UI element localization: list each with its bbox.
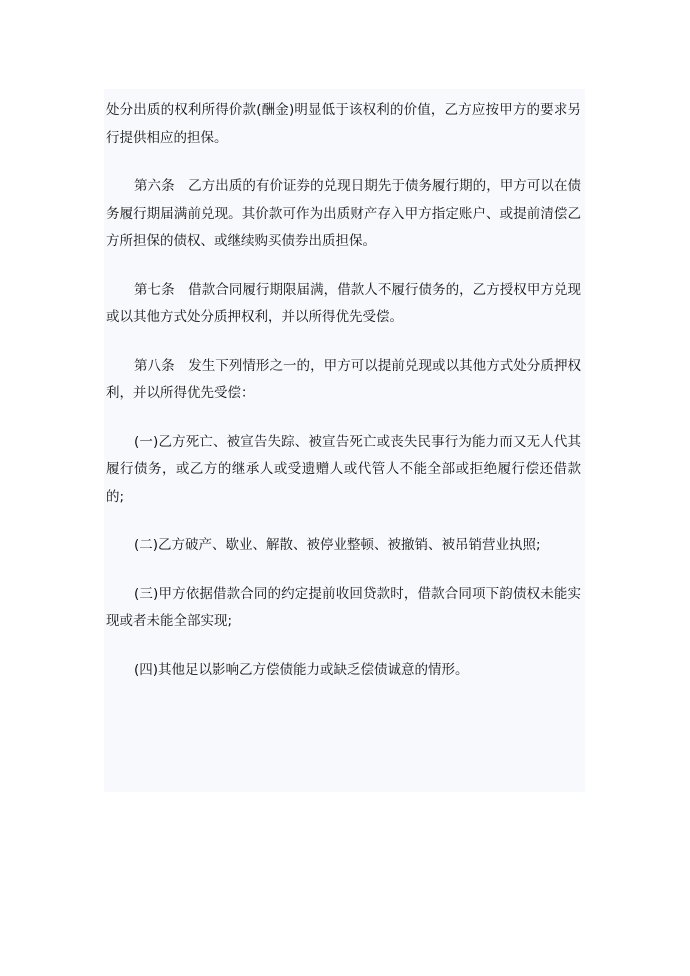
paragraph-gap [106, 511, 581, 532]
paragraph-gap [106, 408, 581, 429]
paragraph-item-2: (二)乙方破产、歇业、解散、被停业整顿、被撤销、被吊销营业执照; [134, 537, 541, 553]
paragraph-gap [106, 636, 581, 657]
paragraph-continuation: 处分出质的权利所得价款(酬金)明显低于该权利的价值，乙方应按甲方的要求另行提供相应的担保。 [106, 102, 581, 146]
paragraph-article-6: 第六条 乙方出质的有价证券的兑现日期先于债务履行期的，甲方可以在债务履行期届满前兑现。其价款可作为出质财产存入甲方指定账户、或提前清偿乙方所担保的债权、或继续购买债券出质担保。 [106, 178, 581, 249]
paragraph-item-4: (四)其他足以影响乙方偿债能力或缺乏偿债诚意的情形。 [134, 661, 469, 678]
paragraph-article-8: 第八条 发生下列情形之一的，甲方可以提前兑现或以其他方式处分质押权利，并以所得优先受偿： [106, 357, 581, 401]
paragraph-article-7: 第七条 借款合同履行期限届满，借款人不履行债务的，乙方授权甲方兑现或以其他方式处分质押权利，并以所得优先受偿。 [106, 281, 581, 325]
document-text-block [104, 89, 585, 792]
paragraph-gap [106, 152, 581, 173]
paragraph-gap [106, 560, 581, 581]
paragraph-gap [106, 256, 581, 277]
paragraph-gap [106, 332, 581, 353]
paragraph-item-1: (一)乙方死亡、被宣告失踪、被宣告死亡或丧失民事行为能力而又无人代其履行债务，或乙方的继承人或受遗赠人或代管人不能全部或拒绝履行偿还借款的; [106, 433, 581, 505]
paragraph-item-3: (三)甲方依据借款合同的约定提前收回贷款时，借款合同项下韵债权未能实现或者未能全部实现; [106, 585, 581, 629]
